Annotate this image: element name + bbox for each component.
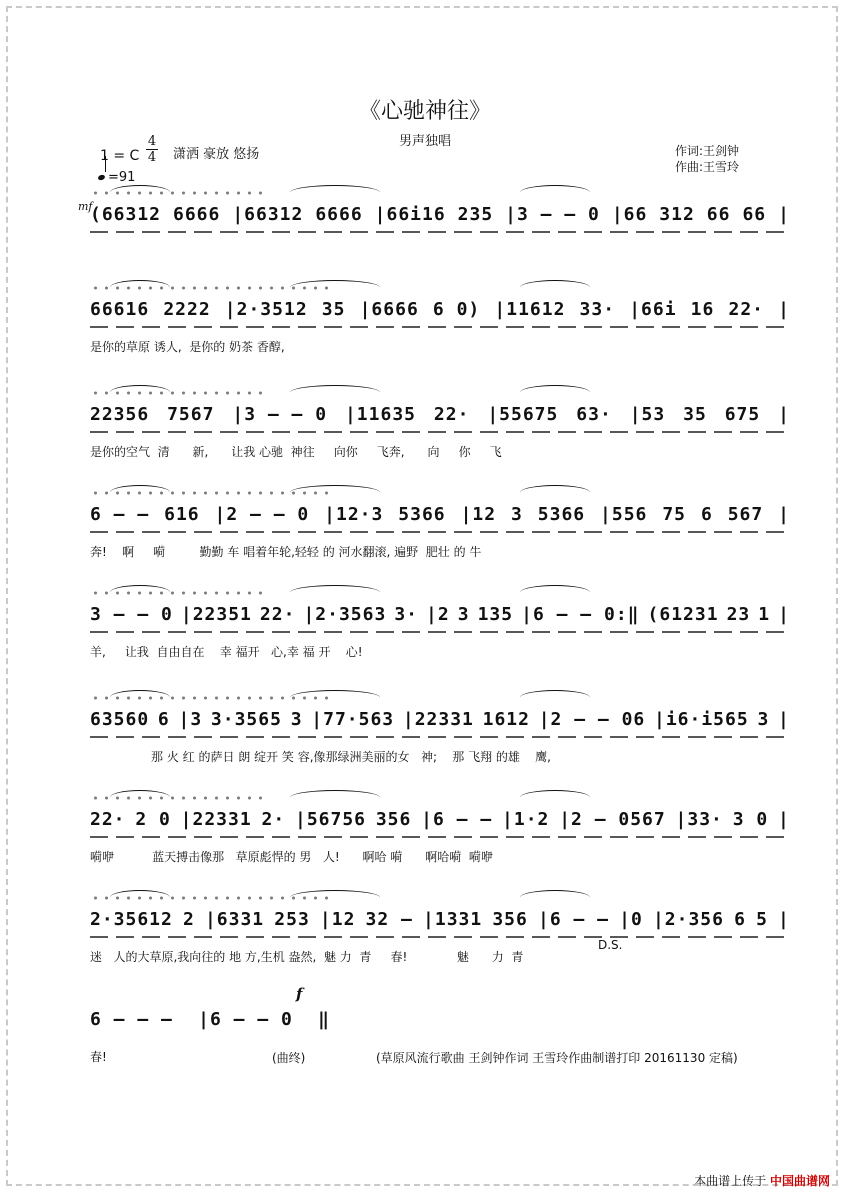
note-group: 66616 <box>90 299 150 320</box>
footer <box>694 1172 830 1189</box>
rhythm-underlines <box>90 631 790 633</box>
note-group: 2 0 <box>135 809 171 830</box>
note-group: 253 <box>274 909 310 930</box>
notation-line <box>90 395 790 435</box>
credits <box>675 143 739 175</box>
note-group: | <box>778 909 790 930</box>
note-group: | <box>778 204 790 225</box>
slur-arc <box>110 385 170 400</box>
note-group: |22351 <box>180 604 252 625</box>
notation-line <box>90 700 790 740</box>
dynamic-mf: mf <box>78 200 93 213</box>
note-group: 2 <box>182 909 195 930</box>
note-group: | <box>778 809 790 830</box>
note-group: |66i <box>629 299 677 320</box>
notation-line <box>90 495 790 535</box>
note-group: 5366 <box>398 504 446 525</box>
ds-marking: D.S. <box>598 938 623 952</box>
note-group: 66 <box>706 204 731 225</box>
note-group: 2·35612 <box>90 909 173 930</box>
notation-line <box>90 800 790 840</box>
rhythm-underlines <box>90 936 790 938</box>
note-group: ‖ <box>318 1009 330 1030</box>
slur-arc <box>290 890 380 905</box>
slur-arc <box>520 185 590 200</box>
note-group: |2 – – 06 <box>538 709 646 730</box>
note-group: |22331 <box>180 809 252 830</box>
note-group: 6666 <box>315 204 363 225</box>
notation-line <box>90 900 790 940</box>
note-group: 235 <box>457 204 494 225</box>
note-group: 1 <box>758 604 771 625</box>
slur-arc <box>290 185 380 200</box>
note-group: |3 <box>178 709 203 730</box>
note-group: 3 – – 0 <box>90 604 173 625</box>
notation-line <box>90 1000 330 1040</box>
note-group: |33· <box>675 809 723 830</box>
note-group: 22· <box>259 604 296 625</box>
note-group: 6 0) <box>432 299 481 320</box>
note-group: |0 <box>619 909 643 930</box>
slur-arc <box>520 585 590 600</box>
note-group: 6 <box>700 504 713 525</box>
note-group: |556 <box>600 504 648 525</box>
slur-arc <box>520 790 590 805</box>
slur-arc <box>290 790 380 805</box>
note-group: |2·3512 <box>224 299 308 320</box>
note-group: 32 – <box>365 909 413 930</box>
note-group: |6 – – <box>537 909 610 930</box>
time-signature-top: 4 <box>147 134 157 149</box>
tempo-value: =91 <box>108 170 136 185</box>
note-group: 675 <box>724 404 761 425</box>
slur-arc <box>110 790 170 805</box>
note-group: |11612 <box>494 299 566 320</box>
note-group: |2·3563 <box>303 604 387 625</box>
note-group: |6331 <box>204 909 265 930</box>
rhythm-underlines <box>90 531 790 533</box>
note-group: | <box>778 504 790 525</box>
note-group: |53 <box>629 404 666 425</box>
note-group: 6 – – – <box>90 1009 173 1030</box>
slur-arc <box>520 485 590 500</box>
slur-arc <box>110 585 170 600</box>
note-group: 22· <box>433 404 470 425</box>
composer-credit: 作曲:王雪玲 <box>675 160 740 174</box>
note-group: |6 – – 0 <box>198 1009 293 1030</box>
note-group: 22· <box>90 809 126 830</box>
note-group: 135 <box>477 604 514 625</box>
slur-arc <box>520 890 590 905</box>
note-group: | <box>778 604 790 625</box>
note-group: 567 <box>727 504 764 525</box>
note-group: | <box>778 299 790 320</box>
note-group: 5366 <box>537 504 586 525</box>
note-group: 6 – – <box>90 504 150 525</box>
slur-arc <box>290 485 380 500</box>
time-signature <box>146 134 158 165</box>
note-group: |56756 <box>295 809 367 830</box>
note-group: 75 <box>662 504 687 525</box>
note-group: |3 – – 0 <box>232 404 328 425</box>
note-group: 35 <box>683 404 707 425</box>
slur-arc <box>110 280 170 295</box>
note-group: 3 <box>757 709 770 730</box>
note-group: |i6·i565 <box>654 709 749 730</box>
note-group: |1331 <box>423 909 483 930</box>
note-group: 66 <box>742 204 767 225</box>
slur-arc <box>290 585 380 600</box>
note-group: 6 <box>734 909 746 930</box>
slur-arc <box>110 185 170 200</box>
note-group: 1612 <box>482 709 530 730</box>
slur-arc <box>290 385 380 400</box>
note-group: |66312 <box>232 204 304 225</box>
song-title: 《心驰神往》 <box>358 99 491 124</box>
note-group: |12 <box>460 504 497 525</box>
note-group: 63560 <box>90 709 150 730</box>
end-label: (曲终) <box>272 1051 306 1065</box>
rhythm-underlines <box>90 431 790 433</box>
note-group: |6666 <box>359 299 419 320</box>
lyric-line: 春! <box>90 1050 107 1064</box>
note-group: |22331 <box>402 709 474 730</box>
note-group: 23 <box>726 604 751 625</box>
song-subtitle: 男声独唱 <box>398 134 451 149</box>
rhythm-underlines <box>90 736 790 738</box>
notation-line <box>90 195 790 235</box>
note-group: |3 – – 0 <box>505 204 600 225</box>
note-group: 16 <box>690 299 715 320</box>
footnote: (草原风流行歌曲 王剑钟作词 王雪玲作曲制谱打印 20161130 定稿) <box>376 1051 738 1065</box>
note-group: |1·2 <box>502 809 550 830</box>
note-group: (66312 <box>90 204 162 225</box>
lyric-line: 是你的草原 诱人, 是你的 奶茶 香醇, <box>90 340 285 354</box>
note-group: 3· <box>394 604 419 625</box>
slur-arc <box>520 690 590 705</box>
footer-brand: 中国曲谱网 <box>769 1174 830 1188</box>
slur-arc <box>520 280 590 295</box>
note-group: |66i16 <box>374 204 446 225</box>
note-group: |2 – – 0 <box>214 504 310 525</box>
quarter-note-icon <box>97 174 105 181</box>
slur-arc <box>110 690 170 705</box>
notation-line <box>90 595 790 635</box>
note-group: 616 <box>164 504 200 525</box>
note-group: 33· <box>579 299 616 320</box>
time-signature-bottom: 4 <box>147 150 157 165</box>
note-group: |66 <box>611 204 648 225</box>
lyric-line: 那 火 红 的萨日 朗 绽开 笑 容,像那绿洲美丽的女 神; 那 飞翔 的雄 鹰, <box>90 750 551 764</box>
note-group: 3 <box>457 604 470 625</box>
lyricist-credit: 作词:王剑钟 <box>675 144 740 158</box>
note-group: 7567 <box>167 404 215 425</box>
note-group: |77·563 <box>311 709 395 730</box>
note-group: |6 – – <box>421 809 493 830</box>
lyric-line: 是你的空气 清 新, 让我 心驰 神往 向你 飞奔, 向 你 飞 <box>90 445 502 459</box>
slur-arc <box>290 280 380 295</box>
note-group: 3 <box>290 709 303 730</box>
rhythm-underlines <box>90 326 790 328</box>
slur-arc <box>110 485 170 500</box>
note-group: |12 <box>319 909 356 930</box>
note-group: 35 <box>321 299 346 320</box>
note-group: 22· <box>728 299 764 320</box>
note-group: |2·356 <box>652 909 724 930</box>
lyric-line: 迷 人的大草原,我向往的 地 方,生机 盎然, 魅 力 青 春! 魅 力 青 <box>90 950 524 964</box>
lyric-line: 嗬咿 蓝天搏击像那 草原彪悍的 男 人! 啊哈 嗬 啊哈嗬 嗬咿 <box>90 850 493 864</box>
lyric-line: 羊, 让我 自由自在 幸 福开 心,幸 福 开 心! <box>90 645 363 659</box>
note-group: 356 <box>492 909 528 930</box>
slur-arc <box>290 690 380 705</box>
note-group: 63· <box>576 404 612 425</box>
note-group: 3·3565 <box>210 709 282 730</box>
note-group: 6 <box>157 709 170 730</box>
note-group: (61231 <box>647 604 719 625</box>
note-group: | <box>778 404 790 425</box>
footer-text: 本曲谱上传于 <box>694 1174 767 1188</box>
note-group: 3 <box>511 504 523 525</box>
slur-arc <box>110 890 170 905</box>
dynamic-f: f <box>296 985 303 1003</box>
note-group: 3 0 <box>732 809 769 830</box>
lyric-line: 奔! 啊 嗬 勤勤 车 唱着年轮,轻轻 的 河水翻滚, 遍野 肥壮 的 牛 <box>90 545 482 559</box>
note-group: |55675 <box>487 404 559 425</box>
note-group: 2222 <box>163 299 211 320</box>
tempo-marking <box>98 170 135 185</box>
slur-arc <box>520 385 590 400</box>
notation-line <box>90 290 790 330</box>
note-group: 22356 <box>90 404 150 425</box>
note-group: 5 <box>756 909 768 930</box>
rhythm-underlines <box>90 836 790 838</box>
note-group: 356 <box>375 809 412 830</box>
key-signature: 1 = C <box>100 148 140 164</box>
note-stem <box>105 156 106 172</box>
mood-marking: 潇洒 豪放 悠扬 <box>173 147 260 162</box>
note-group: 312 <box>659 204 695 225</box>
note-group: |12·3 <box>324 504 384 525</box>
note-group: |2 – 0567 <box>559 809 666 830</box>
note-group: | <box>778 709 790 730</box>
note-group: |2 <box>426 604 450 625</box>
rhythm-underlines <box>90 231 790 233</box>
note-group: |11635 <box>344 404 416 425</box>
note-group: 2· <box>261 809 286 830</box>
note-group: 6666 <box>173 204 221 225</box>
note-group: |6 – – 0:‖ <box>521 604 640 625</box>
